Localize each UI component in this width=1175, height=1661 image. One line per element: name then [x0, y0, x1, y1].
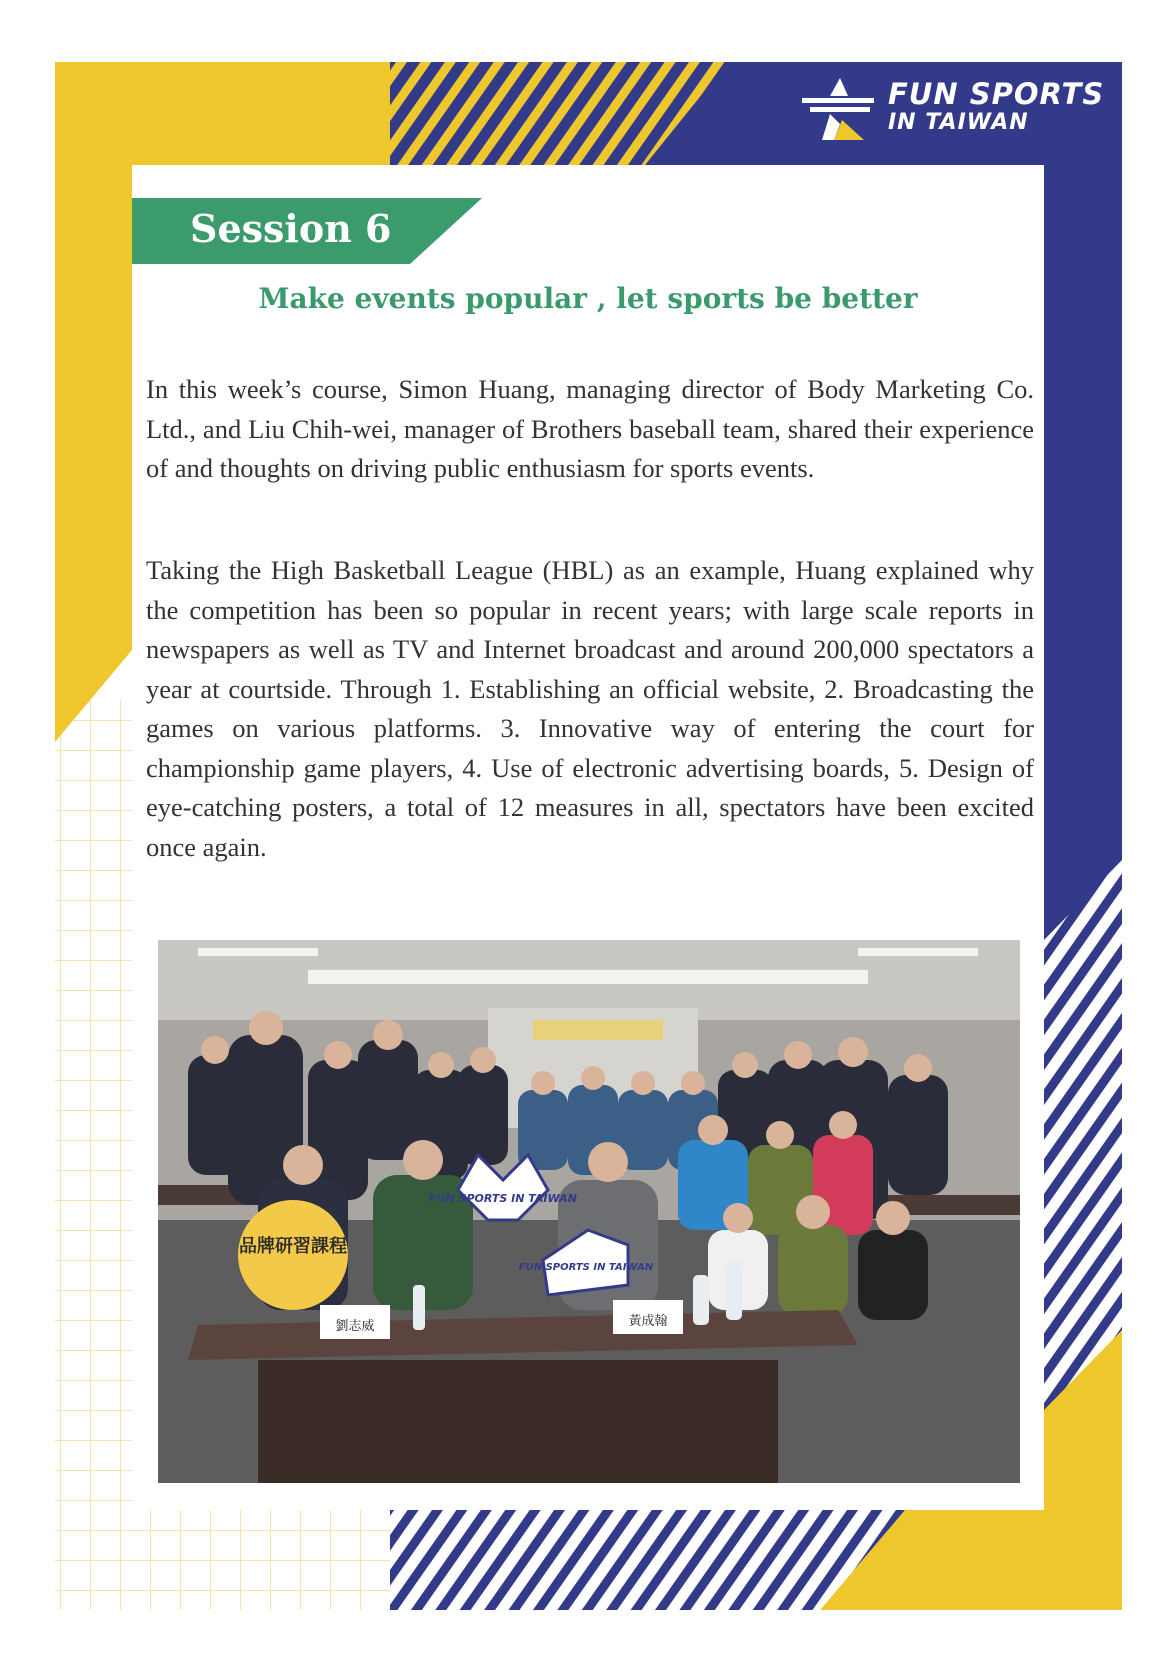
stripes-bottom: [390, 1510, 905, 1610]
name-card-left: 劉志威: [335, 1319, 375, 1334]
logo-line2: IN TAIWAN: [888, 110, 1029, 135]
article-paragraph-1: In this week’s course, Simon Huang, managing director of Body Marketing Co. Ltd., and Liu Chih-wei, manager of Brothers baseball team, shared their experience of and thoughts on driving public enthusiasm for sports events.: [146, 374, 1034, 483]
session-banner: [132, 198, 482, 264]
article-paragraph-2: Taking the High Basketball League (HBL) as an example, Huang explained why the competition has been so popular in recent years; with large scale reports in newspapers as well as TV and Internet broadcast and around 200,000 spectators a year at courtside. Through 1. Establishing an official website, 2. Broadcasting the games on various platforms. 3. Innovative way of entering the court for championship game players, 4. Use of electronic advertising boards, 5. Design of eye-catching posters, a total of 12 measures in all, spectators have been excited once again.: [146, 555, 1034, 862]
group-photo: [158, 940, 1020, 1483]
logo-line1: FUN SPORTS: [888, 77, 1105, 111]
session-title: Session 6: [190, 206, 392, 251]
photo-round-sign-text: 品牌研習課程: [239, 1236, 347, 1257]
photo-star-sign-text: FUN SPORTS IN TAIWAN: [429, 1192, 577, 1205]
fun-sports-logo: [800, 74, 1110, 154]
name-card-right: 黃成翰: [628, 1314, 668, 1329]
photo-right-sign-text: FUN SPORTS IN TAIWAN: [518, 1262, 654, 1273]
fun-sports-logo-icon: [800, 74, 880, 144]
article-subtitle: Make events popular , let sports be better: [258, 282, 918, 315]
